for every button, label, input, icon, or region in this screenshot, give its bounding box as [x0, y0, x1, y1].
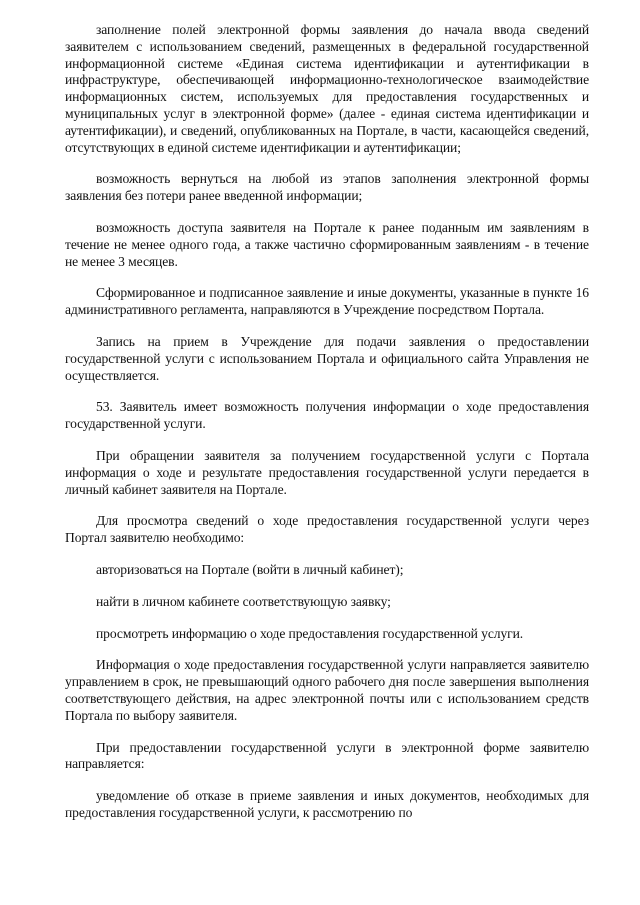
list-item: авторизоваться на Портале (войти в личный кабинет); — [96, 561, 404, 577]
paragraph: возможность доступа заявителя на Портале к ранее поданным им заявлениям в течение не менее одного года, а также частично сформированным заявлениям - в течение не менее 3 месяцев. — [65, 219, 589, 269]
paragraph: 53. Заявитель имеет возможность получения информации о ходе предоставления государственной услуги. — [65, 399, 589, 432]
paragraph: уведомление об отказе в приеме заявления и иных документов, необходимых для предоставления государственной услуги, к рассмотрению по — [65, 788, 589, 820]
list-item: просмотреть информацию о ходе предоставления государственной услуги. — [96, 625, 524, 641]
paragraph: заполнение полей электронной формы заявления до начала ввода сведений заявителем с использованием сведений, размещенных в федеральной государственной информационной системе «Единая система идентификации и аутентификации в инфраструктуре, обеспечивающей информационно-технологическое взаимодействие информационных систем, используемых для предоставления государственных и муниципальных услуг в электронной форме» (далее - единая система идентификации и аутентификации), и сведений, опубликованных на Портале, в части, касающейся сведений, отсутствующих в единой системе идентификации и аутентификации; — [65, 22, 589, 155]
paragraph: возможность вернуться на любой из этапов заполнения электронной формы заявления без потери ранее введенной информации; — [65, 171, 589, 204]
document-body — [65, 22, 589, 837]
paragraph: Для просмотра сведений о ходе предоставления государственной услуги через Портал заявителю необходимо: — [65, 513, 589, 546]
paragraph: При обращении заявителя за получением государственной услуги с Портала информация о ходе и результате предоставления государственной услуги передается в личный кабинет заявителя на Портале. — [65, 447, 589, 497]
list-item: найти в личном кабинете соответствующую заявку; — [96, 593, 391, 609]
paragraph: При предоставлении государственной услуги в электронной форме заявителю направляется: — [65, 739, 589, 772]
paragraph: Информация о ходе предоставления государственной услуги направляется заявителю управлением в срок, не превышающий одного рабочего дня после завершения выполнения соответствующего действия, на адрес электронной почты или с использованием средств Портала по выбору заявителя. — [65, 657, 589, 723]
paragraph: Сформированное и подписанное заявление и иные документы, указанные в пункте 16 административного регламента, направляются в Учреждение посредством Портала. — [65, 285, 589, 318]
paragraph: Запись на прием в Учреждение для подачи заявления о предоставлении государственной услуги с использованием Портала и официального сайта Управления не осуществляется. — [65, 333, 589, 383]
